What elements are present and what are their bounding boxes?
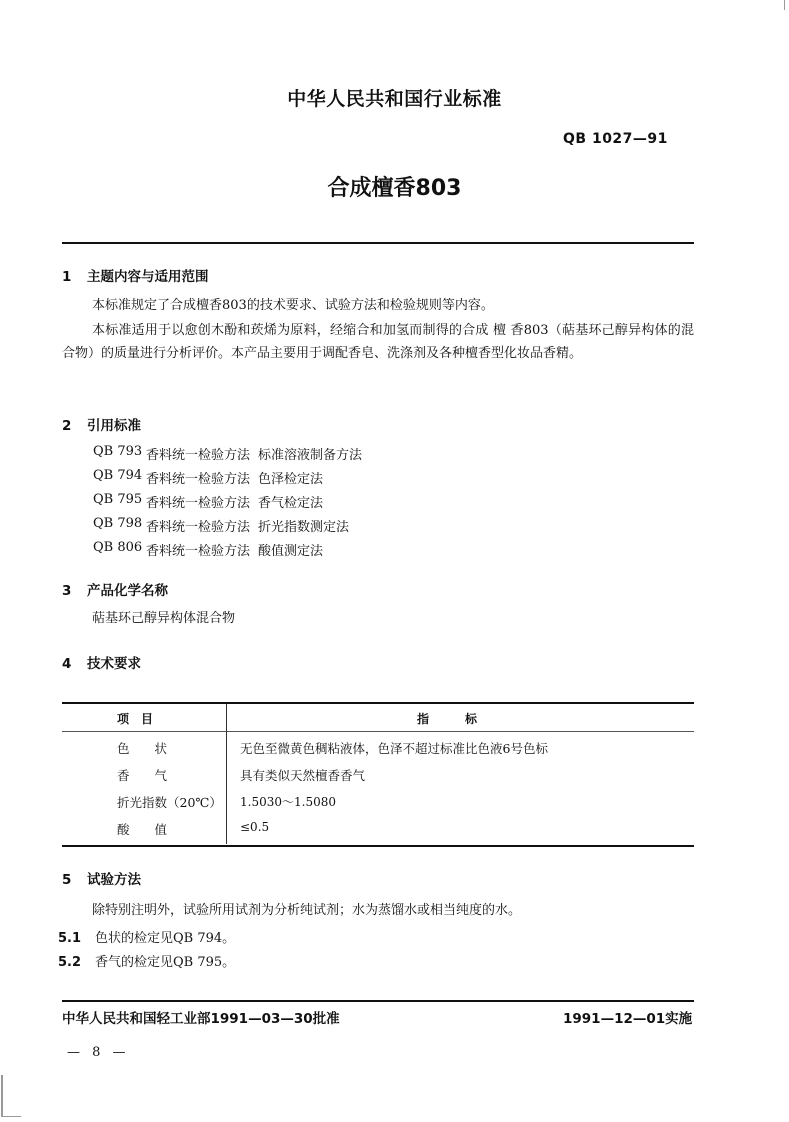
section-number: 3 bbox=[62, 583, 72, 599]
section-number: 5 bbox=[62, 872, 72, 888]
section-1-paragraph-2: 本标准适用于以愈创木酚和莰烯为原料，经缩合和加氢而制得的合成 檀 香803（萜基环己醇异构体的混合物）的质量进行分析评价。本产品主要用于调配香皂、洗涤剂及各种檀香型化妆品香精。 bbox=[62, 323, 694, 361]
section-number: 1 bbox=[62, 269, 72, 285]
issuer-title: 中华人民共和国行业标准 bbox=[287, 88, 502, 110]
table-header-rule bbox=[62, 731, 694, 732]
section-number: 2 bbox=[62, 418, 72, 434]
subsection-5-2 bbox=[58, 951, 235, 970]
approval-note: 中华人民共和国轻工业部1991—03—30批准 bbox=[62, 1011, 340, 1027]
section-1-heading bbox=[62, 265, 209, 285]
table-header-spec: 指 标 bbox=[417, 712, 478, 726]
reference-name: 酸值测定法 bbox=[258, 544, 324, 559]
subsection-text: 色状的检定见QB 794。 bbox=[95, 931, 236, 946]
standard-code: QB 1027—91 bbox=[563, 131, 668, 147]
table-cell-item: 酸 值 bbox=[117, 822, 168, 837]
table-column-divider bbox=[226, 704, 227, 844]
table-top-rule bbox=[62, 702, 694, 704]
reference-item bbox=[93, 516, 362, 540]
reference-code: QB 794 bbox=[93, 468, 143, 483]
section-5-paragraph: 除特别注明外，试验所用试剂为分析纯试剂；水为蒸馏水或相当纯度的水。 bbox=[92, 903, 522, 918]
footer-divider bbox=[62, 1000, 694, 1002]
table-header-item: 项 目 bbox=[117, 712, 154, 726]
table-cell-item: 香 气 bbox=[117, 768, 168, 783]
section-title: 试验方法 bbox=[87, 872, 141, 888]
reference-series: 香料统一检验方法 bbox=[146, 448, 251, 463]
scan-edge-mark bbox=[1, 1075, 3, 1117]
section-5-heading bbox=[62, 868, 141, 888]
table-bottom-rule bbox=[62, 845, 694, 847]
reference-item bbox=[93, 468, 362, 492]
reference-list bbox=[93, 444, 362, 564]
scan-edge-mark bbox=[784, 0, 785, 10]
document-title: 合成檀香803 bbox=[327, 176, 462, 201]
section-1-paragraph-1: 本标准规定了合成檀香803的技术要求、试验方法和检验规则等内容。 bbox=[92, 298, 494, 313]
section-title: 主题内容与适用范围 bbox=[87, 269, 209, 285]
chemical-name: 萜基环己醇异构体混合物 bbox=[92, 611, 236, 626]
subsection-5-1 bbox=[58, 927, 235, 946]
reference-series: 香料统一检验方法 bbox=[146, 472, 251, 487]
reference-name: 香气检定法 bbox=[258, 496, 324, 511]
subsection-text: 香气的检定见QB 795。 bbox=[95, 955, 236, 970]
reference-item bbox=[93, 444, 362, 468]
subsection-number: 5.1 bbox=[58, 931, 82, 946]
section-title: 产品化学名称 bbox=[87, 583, 168, 599]
reference-item bbox=[93, 492, 362, 516]
reference-series: 香料统一检验方法 bbox=[146, 520, 251, 535]
header-divider bbox=[62, 242, 694, 244]
section-2-heading bbox=[62, 414, 141, 434]
reference-code: QB 798 bbox=[93, 516, 143, 531]
subsection-number: 5.2 bbox=[58, 955, 82, 970]
section-title: 技术要求 bbox=[87, 656, 141, 672]
reference-code: QB 806 bbox=[93, 540, 143, 555]
table-cell-spec: ≤0.5 bbox=[240, 820, 270, 834]
section-3-heading bbox=[62, 579, 168, 599]
reference-code: QB 795 bbox=[93, 492, 143, 507]
section-title: 引用标准 bbox=[87, 418, 141, 434]
table-cell-item: 折光指数（20℃） bbox=[117, 795, 222, 810]
scan-edge-mark bbox=[1, 1116, 21, 1117]
page-number: — 8 — bbox=[67, 1045, 130, 1060]
table-cell-spec: 1.5030～1.5080 bbox=[240, 795, 336, 809]
section-number: 4 bbox=[62, 656, 72, 672]
reference-item bbox=[93, 540, 362, 564]
table-cell-spec: 具有类似天然檀香香气 bbox=[240, 768, 366, 783]
reference-name: 色泽检定法 bbox=[258, 472, 324, 487]
table-cell-item: 色 状 bbox=[117, 741, 168, 756]
section-4-heading bbox=[62, 652, 141, 672]
reference-series: 香料统一检验方法 bbox=[146, 544, 251, 559]
reference-name: 标准溶液制备方法 bbox=[258, 448, 363, 463]
reference-code: QB 793 bbox=[93, 444, 143, 459]
reference-name: 折光指数测定法 bbox=[258, 520, 350, 535]
table-cell-spec: 无色至微黄色稠粘液体，色泽不超过标准比色液6号色标 bbox=[240, 741, 548, 756]
implementation-date: 1991—12—01实施 bbox=[563, 1011, 693, 1027]
reference-series: 香料统一检验方法 bbox=[146, 496, 251, 511]
technical-requirements-table bbox=[62, 702, 694, 848]
